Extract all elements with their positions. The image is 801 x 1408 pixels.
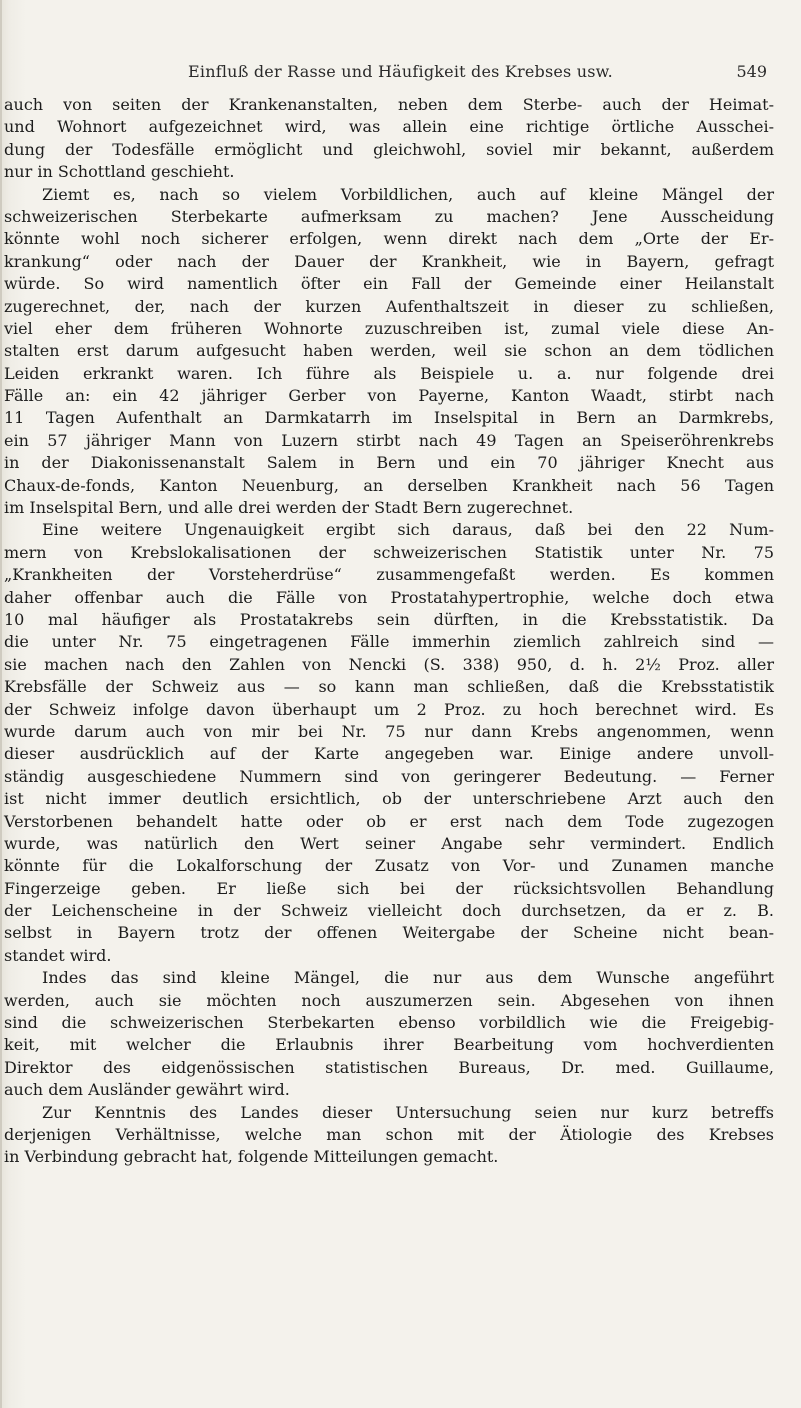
text-line: in der Diakonissenanstalt Salem in Bern und ein 70 jähriger Knecht aus [4, 453, 774, 473]
text-line: Krebsfälle der Schweiz aus — so kann man schließen, daß die Krebsstatistik [4, 677, 774, 697]
text-line: könnte für die Lokalforschung der Zusatz von Vor- und Zunamen manche [4, 856, 774, 876]
text-line: ein 57 jähriger Mann von Luzern stirbt nach 49 Tagen an Speiseröhrenkrebs [4, 430, 774, 450]
text-line: zugerechnet, der, nach der kurzen Aufenthaltszeit in dieser zu schließen, [4, 296, 774, 316]
text-line: daher offenbar auch die Fälle von Prostatahypertrophie, welche doch etwa [4, 587, 774, 607]
text-line: Ziemt es, nach so vielem Vorbildlichen, auch auf kleine Mängel der [42, 184, 774, 204]
text-line: in Verbindung gebracht hat, folgende Mitteilungen gemacht. [4, 1147, 499, 1167]
text-line: auch dem Ausländer gewährt wird. [4, 1080, 290, 1100]
text-line: Verstorbenen behandelt hatte oder ob er erst nach dem Tode zugezogen [4, 811, 774, 831]
text-line: die unter Nr. 75 eingetragenen Fälle immerhin ziemlich zahlreich sind — [4, 632, 774, 652]
text-line: viel eher dem früheren Wohnorte zuzuschreiben ist, zumal viele diese An- [4, 318, 774, 338]
text-line: und Wohnort aufgezeichnet wird, was allein eine richtige örtliche Ausschei- [4, 117, 774, 137]
text-line: Indes das sind kleine Mängel, die nur aus dem Wunsche angeführt [42, 968, 774, 988]
text-line: mern von Krebslokalisationen der schweizerischen Statistik unter Nr. 75 [4, 542, 774, 562]
text-line: Eine weitere Ungenauigkeit ergibt sich daraus, daß bei den 22 Num- [42, 520, 774, 540]
text-line: dieser ausdrücklich auf der Karte angegeben war. Einige andere unvoll- [4, 744, 774, 764]
text-line: 10 mal häufiger als Prostatakrebs sein dürften, in die Krebsstatistik. Da [4, 609, 774, 629]
text-line: „Krankheiten der Vorsteherdrüse“ zusammengefaßt werden. Es kommen [4, 565, 774, 585]
text-line: ist nicht immer deutlich ersichtlich, ob der unterschriebene Arzt auch den [4, 789, 774, 809]
text-line: keit, mit welcher die Erlaubnis ihrer Bearbeitung vom hochverdienten [4, 1035, 774, 1055]
text-line: im Inselspital Bern, und alle drei werden der Stadt Bern zugerechnet. [4, 498, 574, 518]
text-line: Fälle an: ein 42 jähriger Gerber von Payerne, Kanton Waadt, stirbt nach [4, 386, 774, 406]
text-line: krankung“ oder nach der Dauer der Krankheit, wie in Bayern, gefragt [4, 251, 774, 271]
page-number: 549 [736, 62, 767, 81]
text-line: standet wird. [4, 945, 112, 965]
text-line: wurde, was natürlich den Wert seiner Angabe sehr vermindert. Endlich [4, 833, 774, 853]
page-header [0, 62, 801, 86]
text-line: ständig ausgeschiedene Nummern sind von geringerer Bedeutung. — Ferner [4, 766, 774, 786]
text-line: sie machen nach den Zahlen von Nencki (S. 338) 950, d. h. 2½ Proz. aller [4, 654, 774, 674]
text-line: selbst in Bayern trotz der offenen Weitergabe der Scheine nicht bean- [4, 923, 774, 943]
text-line: derjenigen Verhältnisse, welche man schon mit der Ätiologie des Krebses [4, 1124, 774, 1144]
text-line: Direktor des eidgenössischen statistischen Bureaus, Dr. med. Guillaume, [4, 1057, 774, 1077]
text-line: Fingerzeige geben. Er ließe sich bei der rücksichtsvollen Behandlung [4, 878, 774, 898]
text-line: auch von seiten der Krankenanstalten, neben dem Sterbe- auch der Heimat- [4, 95, 774, 114]
text-line: der Leichenscheine in der Schweiz vielleicht doch durchsetzen, da er z. B. [4, 901, 774, 921]
text-line: nur in Schottland geschieht. [4, 162, 235, 182]
text-line: Chaux-de-fonds, Kanton Neuenburg, an derselben Krankheit nach 56 Tagen [4, 475, 774, 495]
text-line: sind die schweizerischen Sterbekarten ebenso vorbildlich wie die Freigebig- [4, 1013, 774, 1033]
text-line: Leiden erkrankt waren. Ich führe als Beispiele u. a. nur folgende drei [4, 363, 774, 383]
page-gutter [0, 0, 2, 1408]
running-head: Einfluß der Rasse und Häufigkeit des Krebses usw. [188, 62, 613, 81]
text-line: schweizerischen Sterbekarte aufmerksam zu machen? Jene Ausscheidung [4, 206, 774, 226]
text-line: stalten erst darum aufgesucht haben werden, weil sie schon an dem tödlichen [4, 341, 774, 361]
text-line: könnte wohl noch sicherer erfolgen, wenn direkt nach dem „Orte der Er- [4, 229, 774, 249]
text-line: würde. So wird namentlich öfter ein Fall der Gemeinde einer Heilanstalt [4, 274, 774, 294]
text-line: dung der Todesfälle ermöglicht und gleichwohl, soviel mir bekannt, außerdem [4, 139, 774, 159]
text-line: Zur Kenntnis des Landes dieser Untersuchung seien nur kurz betreffs [42, 1102, 774, 1122]
text-line: werden, auch sie möchten noch auszumerzen sein. Abgesehen von ihnen [4, 990, 774, 1010]
body-text [4, 94, 774, 1169]
text-line: wurde darum auch von mir bei Nr. 75 nur dann Krebs angenommen, wenn [4, 721, 774, 741]
text-line: der Schweiz infolge davon überhaupt um 2 Proz. zu hoch berechnet wird. Es [4, 699, 774, 719]
text-line: 11 Tagen Aufenthalt an Darmkatarrh im Inselspital in Bern an Darmkrebs, [4, 408, 774, 428]
